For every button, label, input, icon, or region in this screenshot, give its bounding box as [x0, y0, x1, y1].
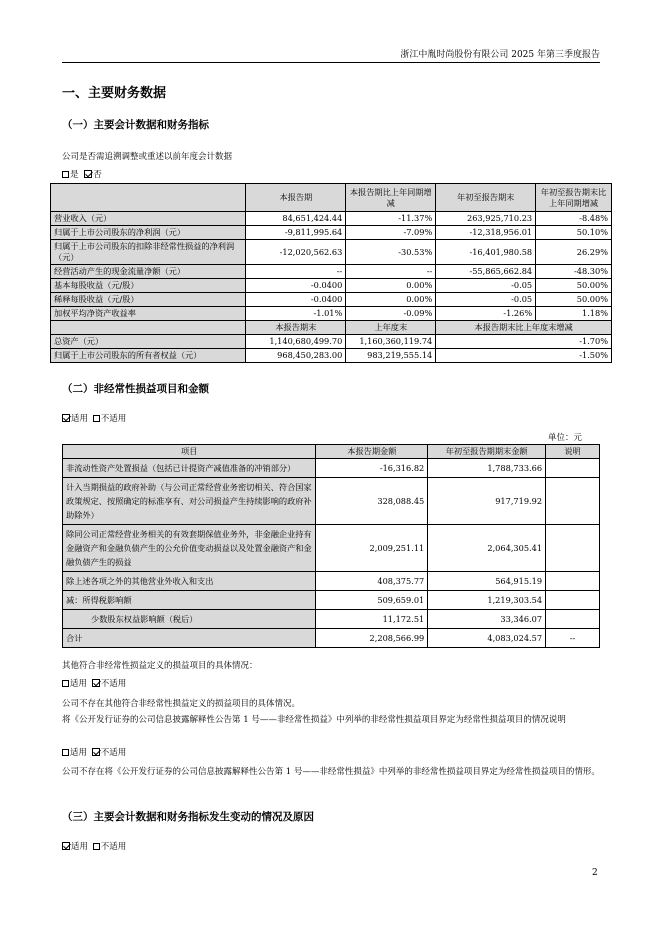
table-cell [546, 572, 600, 591]
checkbox-checked-icon [92, 748, 100, 756]
explain-text: 将《公开发行证券的公司信息披露解释性公告第 1 号——非经常性损益》中列举的非经常性损益项目界定为经常性损益项目的情况说明 [62, 715, 566, 725]
row-label: 除上述各项之外的其他营业外收入和支出 [63, 572, 316, 591]
column-header: 项目 [63, 445, 316, 459]
option-not-apply-label: 不适用 [100, 842, 127, 852]
table-cell: -30.53% [346, 240, 436, 265]
table-cell: -16,316.82 [316, 459, 428, 478]
table-cell: 33,346.07 [428, 610, 546, 629]
table-cell: -0.0400 [246, 279, 346, 293]
table-header-row [51, 184, 612, 212]
subsection-1-title: （一）主要会计数据和财务指标 [62, 119, 209, 131]
table-cell: 1,140,680,499.70 [246, 335, 346, 349]
table-cell: 2,009,251.11 [316, 525, 428, 572]
column-header: 说明 [546, 445, 600, 459]
option-apply-label: 适用 [70, 679, 88, 689]
table-row [51, 226, 612, 240]
subsection-2-title: （二）非经常性损益项目和金额 [62, 383, 209, 395]
checkbox-checked-icon [84, 170, 92, 178]
other-items-result: 公司不存在其他符合非经常性损益定义的损益项目的具体情况。 [62, 699, 301, 709]
table-cell [546, 459, 600, 478]
option-no-label: 否 [93, 170, 102, 180]
row-label: 基本每股收益（元/股） [51, 279, 246, 293]
row-label: 合计 [63, 629, 316, 648]
table-cell: 50.10% [536, 226, 612, 240]
unit-label: 单位：元 [548, 433, 583, 443]
column-header: 本报告期末比上年度末增减 [436, 321, 612, 335]
section-title: 一、主要财务数据 [62, 86, 167, 101]
table-cell [546, 478, 600, 525]
row-label: 少数股东权益影响额（税后） [63, 610, 316, 629]
table-cell: -11.37% [346, 212, 436, 226]
column-header [51, 184, 246, 212]
table-cell: 2,208,566.99 [316, 629, 428, 648]
row-label: 减：所得税影响额 [63, 591, 316, 610]
table-cell: -- [246, 265, 346, 279]
running-header: 浙江中胤时尚股份有限公司 2025 年第三季度报告 [400, 50, 600, 60]
table-subheader-row [51, 321, 612, 335]
option-apply-label: 适用 [71, 414, 89, 424]
table-header-row [63, 445, 600, 459]
row-label: 计入当期损益的政府补助（与公司正常经营业务密切相关、符合国家政策规定、按照确定的标准享有、对公司损益产生持续影响的政府补助除外） [63, 478, 316, 525]
table-row [51, 240, 612, 265]
table-cell: 2,064,305.41 [428, 525, 546, 572]
table-cell: -0.05 [436, 279, 536, 293]
table-row [63, 591, 600, 610]
table-row [51, 265, 612, 279]
table-row [63, 478, 600, 525]
table-cell: 983,219,555.14 [346, 349, 436, 363]
column-header: 年初至报告期末比上年同期增减 [536, 184, 612, 212]
other-items-text: 其他符合非经常性损益定义的损益项目的具体情况： [62, 661, 258, 671]
column-header: 上年度末 [346, 321, 436, 335]
column-header: 本报告期比上年同期增减 [346, 184, 436, 212]
table-cell: 1,219,303.54 [428, 591, 546, 610]
change-options [62, 840, 126, 852]
table-cell: 50.00% [536, 293, 612, 307]
table-cell: -0.05 [436, 293, 536, 307]
column-header: 本报告期金额 [316, 445, 428, 459]
financial-data-table [50, 183, 612, 363]
table-cell: 1,788,733.66 [428, 459, 546, 478]
row-label: 归属于上市公司股东的所有者权益（元） [51, 349, 246, 363]
explain-options [62, 746, 126, 758]
table-cell: -7.09% [346, 226, 436, 240]
checkbox-checked-icon [62, 842, 70, 850]
option-not-apply-label: 不适用 [100, 414, 127, 424]
table-cell: 84,651,424.44 [246, 212, 346, 226]
row-label: 除同公司正常经营业务相关的有效套期保值业务外，非金融企业持有金融资产和金融负债产生的公允价值变动损益以及处置金融资产和金融负债产生的损益 [63, 525, 316, 572]
table-cell: 0.00% [346, 279, 436, 293]
option-apply-label: 适用 [71, 842, 89, 852]
table-cell: -1.26% [436, 307, 536, 321]
checkbox-unchecked-icon [62, 171, 69, 178]
row-label: 非流动性资产处置损益（包括已计提资产减值准备的冲销部分） [63, 459, 316, 478]
table-row [63, 572, 600, 591]
row-label: 归属于上市公司股东的扣除非经常性损益的净利润（元） [51, 240, 246, 265]
table-row [51, 279, 612, 293]
checkbox-unchecked-icon [62, 680, 69, 687]
table-cell: 917,719.92 [428, 478, 546, 525]
header-rule [62, 62, 600, 63]
table-cell: -1.01% [246, 307, 346, 321]
table-cell: -12,020,562.63 [246, 240, 346, 265]
table-cell: 11,172.51 [316, 610, 428, 629]
checkbox-unchecked-icon [62, 749, 69, 756]
row-label: 经营活动产生的现金流量净额（元） [51, 265, 246, 279]
table-row [63, 629, 600, 648]
nonrecurring-options [62, 412, 126, 424]
checkbox-unchecked-icon [93, 843, 100, 850]
option-apply-label: 适用 [70, 748, 88, 758]
table-cell: 1,160,360,119.74 [346, 335, 436, 349]
table-cell [546, 591, 600, 610]
table-row [51, 212, 612, 226]
table-cell: -8.48% [536, 212, 612, 226]
table-cell: 50.00% [536, 279, 612, 293]
table-cell: -55,865,662.84 [436, 265, 536, 279]
table-row [51, 293, 612, 307]
other-items-options [62, 677, 126, 689]
table-cell: -48.30% [536, 265, 612, 279]
table-cell: -- [346, 265, 436, 279]
table-row [51, 335, 612, 349]
restatement-options [62, 168, 102, 180]
row-label: 营业收入（元） [51, 212, 246, 226]
table-cell: 263,925,710.23 [436, 212, 536, 226]
option-not-apply-label: 不适用 [100, 679, 127, 689]
table-cell: 564,915.19 [428, 572, 546, 591]
table-row [51, 349, 612, 363]
table-cell [546, 525, 600, 572]
row-label: 归属于上市公司股东的净利润（元） [51, 226, 246, 240]
restatement-question: 公司是否需追溯调整或重述以前年度会计数据 [62, 152, 233, 162]
page-number: 2 [592, 868, 598, 878]
row-label: 总资产（元） [51, 335, 246, 349]
table-cell: -9,811,995.64 [246, 226, 346, 240]
column-header: 本报告期 [246, 184, 346, 212]
table-cell: 408,375.77 [316, 572, 428, 591]
checkbox-unchecked-icon [93, 415, 100, 422]
checkbox-checked-icon [62, 414, 70, 422]
table-cell: 26.29% [536, 240, 612, 265]
table-cell: -0.09% [346, 307, 436, 321]
table-row [63, 610, 600, 629]
row-label: 加权平均净资产收益率 [51, 307, 246, 321]
option-not-apply-label: 不适用 [100, 748, 127, 758]
column-header [51, 321, 246, 335]
column-header: 年初至报告期期末金额 [428, 445, 546, 459]
table-cell: -0.0400 [246, 293, 346, 307]
table-cell: 0.00% [346, 293, 436, 307]
table-cell: -- [546, 629, 600, 648]
option-yes-label: 是 [70, 170, 79, 180]
nonrecurring-table [62, 444, 600, 648]
table-cell: -16,401,980.58 [436, 240, 536, 265]
table-cell: 328,088.45 [316, 478, 428, 525]
column-header: 年初至报告期末 [436, 184, 536, 212]
column-header: 本报告期末 [246, 321, 346, 335]
subsection-3-title: （三）主要会计数据和财务指标发生变动的情况及原因 [62, 811, 314, 823]
row-label: 稀释每股收益（元/股） [51, 293, 246, 307]
explain-result: 公司不存在将《公开发行证券的公司信息披露解释性公告第 1 号——非经常性损益》中列举的非经常性损益项目界定为经常性损益项目的情形。 [62, 767, 600, 777]
table-cell: 4,083,024.57 [428, 629, 546, 648]
table-row [63, 525, 600, 572]
table-cell: -1.70% [436, 335, 612, 349]
checkbox-checked-icon [92, 679, 100, 687]
table-cell: 968,450,283.00 [246, 349, 346, 363]
table-cell: 1.18% [536, 307, 612, 321]
table-cell: -1.50% [436, 349, 612, 363]
table-cell: 509,659.01 [316, 591, 428, 610]
table-cell: -12,318,956.01 [436, 226, 536, 240]
table-cell [546, 610, 600, 629]
table-row [63, 459, 600, 478]
table-row [51, 307, 612, 321]
